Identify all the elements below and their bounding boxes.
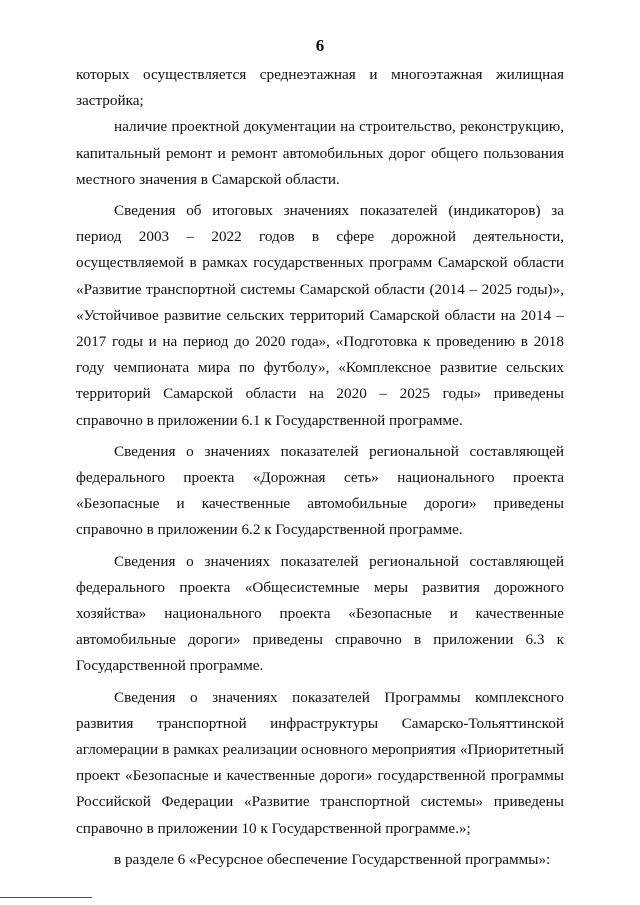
paragraph-appendix-6-3: Сведения о значениях показателей региональной составляющей федерального проекта «Общесистемные меры развития дорожного хозяйства» национального проекта «Безопасные и качественные автомобильные дороги» приведены справочно в приложении 6.3 к Государственной программе.: [76, 552, 564, 675]
page-number: 6: [315, 36, 325, 55]
paragraph-continuation: которых осуществляется среднеэтажная и многоэтажная жилищная застройка;: [76, 66, 564, 110]
paragraph-section-6: в разделе 6 «Ресурсное обеспечение Государственной программы»:: [114, 850, 551, 868]
footnote-divider: [0, 897, 92, 898]
paragraph-appendix-6-2: Сведения о значениях показателей региональной составляющей федерального проекта «Дорожная сеть» национального проекта «Безопасные и качественные автомобильные дороги» приведены справочно в приложении 6.2 к Государственной программе.: [76, 442, 564, 539]
paragraph-project-documentation: наличие проектной документации на строительство, реконструкцию, капитальный ремонт и ремонт автомобильных дорог общего пользования местного значения в Самарской области.: [76, 118, 564, 188]
paragraph-appendix-10: Сведения о значениях показателей Программы комплексного развития транспортной инфраструктуры Самарско-Тольяттинской агломерации в рамках реализации основного мероприятия «Приоритетный проект «Безопасные и качественные дороги» государственной программы Российской Федерации «Развитие транспортной системы» приведены справочно в приложении 10 к Государственной программе.»;: [76, 688, 564, 837]
paragraph-indicators-2003-2022: Сведения об итоговых значениях показателей (индикаторов) за период 2003 – 2022 годов в сфере дорожной деятельности, осуществляемой в рамках государственных программ Самарской области «Развитие транспортной системы Самарской области (2014 – 2025 годы)», «Устойчивое развитие сельских территорий Самарской области на 2014 – 2017 годы и на период до 2020 года», «Подготовка к проведению в 2018 году чемпионата мира по футболу», «Комплексное развитие сельских территорий Самарской области на 2020 – 2025 годы» приведены справочно в приложении 6.1 к Государственной программе.: [76, 202, 564, 429]
document-body: [76, 62, 564, 873]
